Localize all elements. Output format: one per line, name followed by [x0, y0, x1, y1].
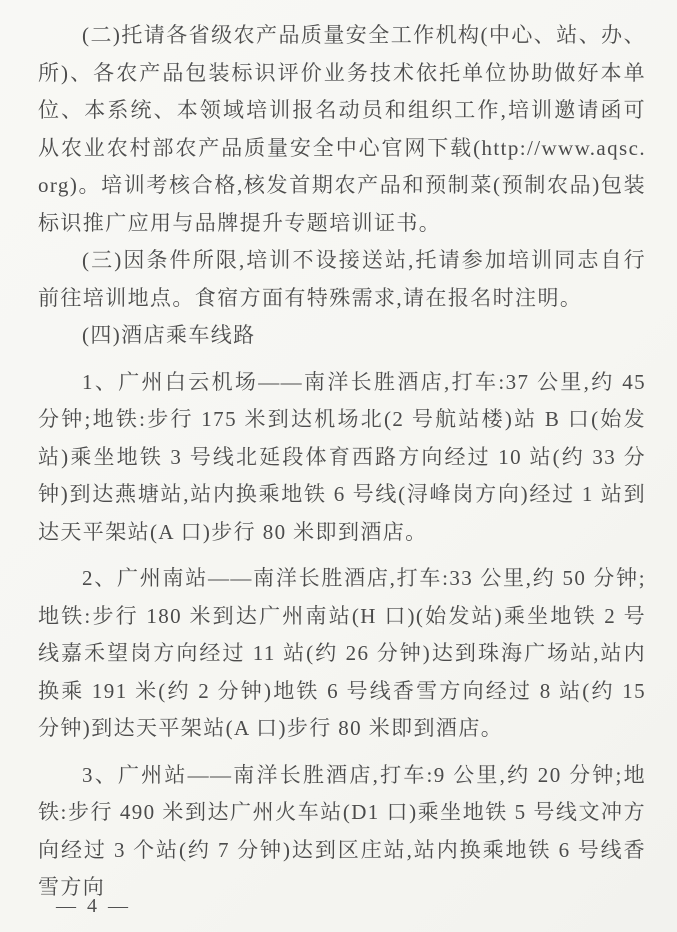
paragraph-route-1-airport: 1、广州白云机场——南洋长胜酒店,打车:37 公里,约 45 分钟;地铁:步行 175 米到达机场北(2 号航站楼)站 B 口(始发站)乘坐地铁 3 号线北延段体育西路方向经过 10 站(约 33 分钟)到达燕塘站,站内换乘地铁 6 号线(浔峰岗方向)经过 1 站到达天平架站(A 口)步行 80 米即到酒店。 [38, 369, 646, 544]
paragraph-route-3-guangzhou-station: 3、广州站——南洋长胜酒店,打车:9 公里,约 20 分钟;地铁:步行 490 米到达广州火车站(D1 口)乘坐地铁 5 号线文冲方向经过 3 个站(约 7 分钟)达到区庄站,站内换乘地铁 6 号线香雪方向 [38, 762, 646, 899]
paragraph-section-4-heading: (四)酒店乘车线路 [82, 323, 256, 347]
document-body [38, 17, 646, 907]
paragraph-route-2-south-station: 2、广州南站——南洋长胜酒店,打车:33 公里,约 50 分钟;地铁:步行 180 米到达广州南站(H 口)(始发站)乘坐地铁 2 号线嘉禾望岗方向经过 11 站(约 26 分钟)达到珠海广场站,站内换乘 191 米(约 2 分钟)地铁 6 号线香雪方向经过 8 站(约 15 分钟)到达天平架站(A 口)步行 80 米即到酒店。 [38, 566, 646, 740]
paragraph-section-3: (三)因条件所限,培训不设接送站,托请参加培训同志自行前往培训地点。食宿方面有特殊需求,请在报名时注明。 [38, 248, 646, 310]
paragraph-section-2: (二)托请各省级农产品质量安全工作机构(中心、站、办、所)、各农产品包装标识评价业务技术依托单位协助做好本单位、本系统、本领域培训报名动员和组织工作,培训邀请函可从农业农村部农产品质量安全中心官网下载(http://www.aqsc.org)。培训考核合格,核发首期农产品和预制菜(预制农品)包装标识推广应用与品牌提升专题培训证书。 [38, 23, 646, 235]
page-number: — 4 — [56, 895, 131, 917]
